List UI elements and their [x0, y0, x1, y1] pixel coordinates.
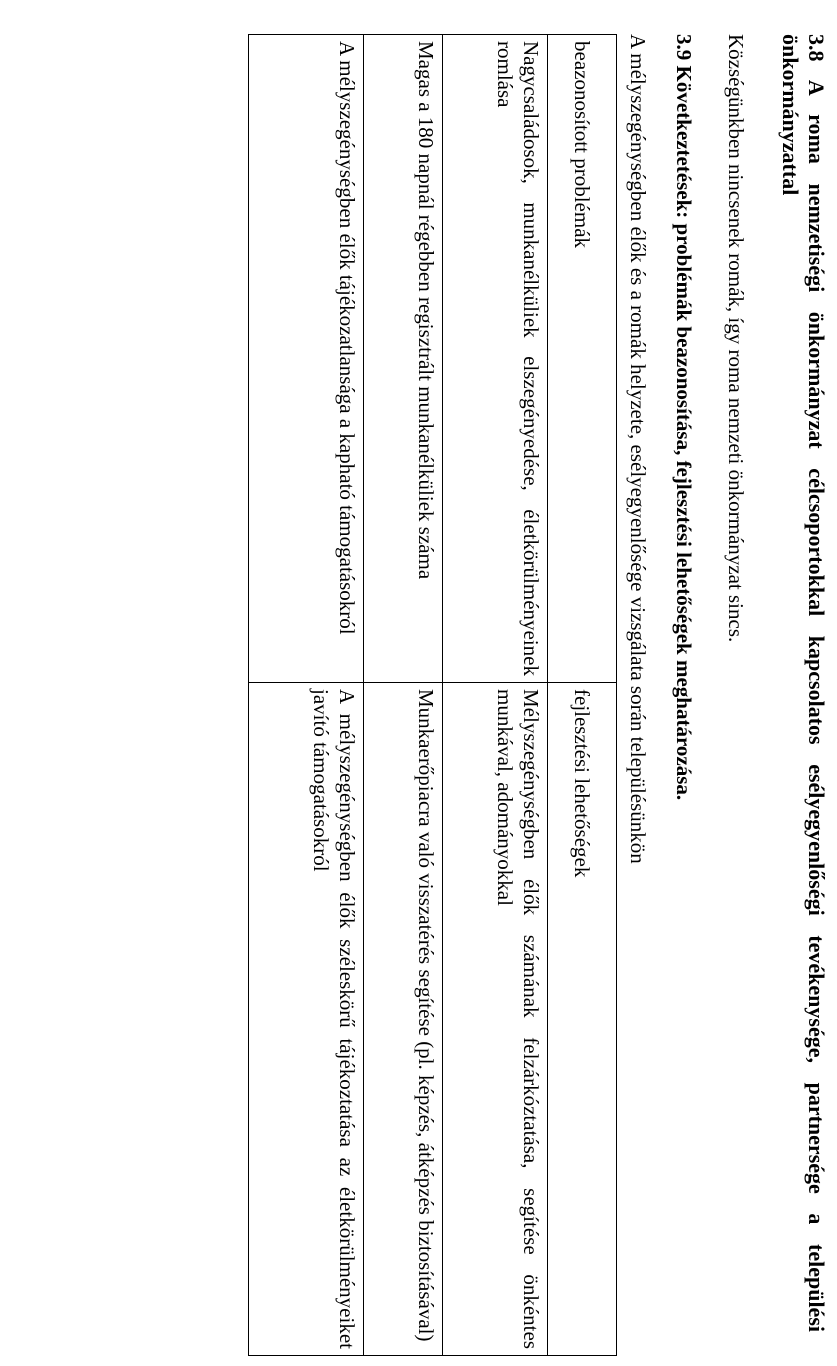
table-row — [443, 35, 548, 1356]
section-3-8-text: Községünkben nincsenek romák, így roma nemzeti önkormányzat sincs. — [724, 34, 748, 643]
table-header-row — [548, 35, 617, 1356]
section-3-9-intro: A mélyszegénységben élők és a romák helyzete, esélyegyenlősége vizsgálata során településünkön — [626, 34, 650, 864]
table-row — [249, 35, 364, 1356]
problem-cell: Magas a 180 napnál régebben regisztrált munkanélküliek száma — [364, 35, 443, 683]
solution-cell: Munkaerőpiacra való visszatérés segítése (pl. képzés, átképzés biztosításával) — [364, 683, 443, 1356]
problem-cell: A mélyszegénységben élők tájékozatlansága a kapható támogatásokról — [249, 35, 364, 683]
header-problems: beazonosított problémák — [548, 35, 617, 683]
header-development: fejlesztési lehetőségek — [548, 683, 617, 1356]
solution-cell: A mélyszegénységben élők széleskörű tájékoztatása az életkörülményeiket javító támogatásokról — [249, 683, 364, 1356]
solution-cell: Mélyszegénységben élők számának felzárkóztatása, segítése önkéntes munkával, adományokkal — [443, 683, 548, 1356]
problems-table — [248, 34, 617, 1356]
section-3-8-heading: 3.8 A roma nemzetiségi önkormányzat célcsoportokkal kapcsolatos esélyegyenlőségi tevékenysége, partnersége a települési önkormányzattal — [778, 34, 829, 1332]
table-row — [364, 35, 443, 1356]
section-3-9-heading: 3.9 Következtetések: problémák beazonosítása, fejlesztési lehetőségek meghatározása. — [672, 34, 696, 801]
problem-cell: Nagycsaládosok, munkanélküliek elszegényedése, életkörülményeinek romlása — [443, 35, 548, 683]
